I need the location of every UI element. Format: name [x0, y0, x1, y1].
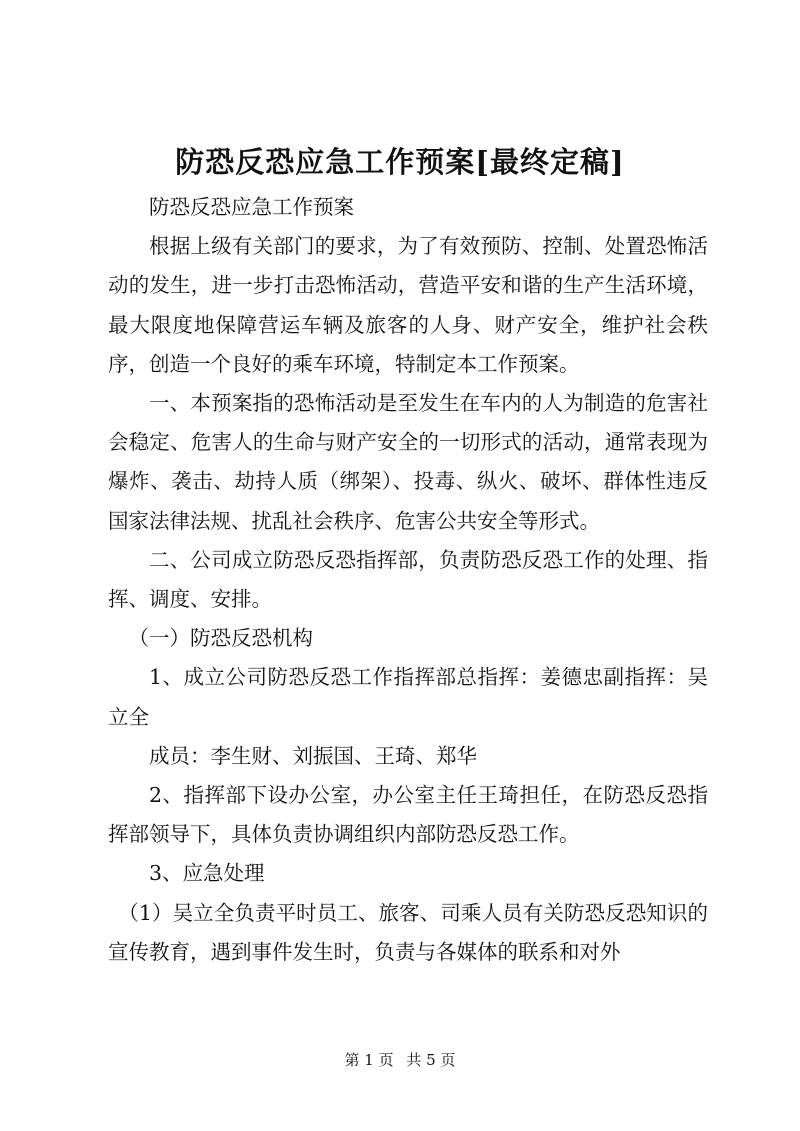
page-total: 共 5 页	[406, 1051, 456, 1069]
paragraph-section-1: 一、本预案指的恐怖活动是至发生在车内的人为制造的危害社会稳定、危害人的生命与财产安全的一切形式的活动，通常表现为爆炸、袭击、劫持人质（绑架）、投毒、纵火、破坏、群体性违反国家法律法规、扰乱社会秩序、危害公共安全等形式。	[108, 391, 708, 533]
paragraph-members: 成员：李生财、刘振国、王琦、郑华	[149, 743, 477, 768]
paragraph-section-2: 二、公司成立防恐反恐指挥部，负责防恐反恐工作的处理、指挥、调度、安排。	[108, 547, 708, 612]
paragraph-intro: 根据上级有关部门的要求，为了有效预防、控制、处置恐怖活动的发生，进一步打击恐怖活动，营造平安和谐的生产生活环境，最大限度地保障营运车辆及旅客的人身、财产安全，维护社会秩序，创造一个良好的乘车环境，特制定本工作预案。	[108, 234, 708, 376]
page-number: 第 1 页	[344, 1051, 394, 1069]
paragraph-item-2: 2、指挥部下设办公室，办公室主任王琦担任，在防恐反恐指挥部领导下，具体负责协调组织内部防恐反恐工作。	[108, 783, 708, 847]
page-footer	[0, 1049, 800, 1070]
paragraph-subtitle: 防恐反恐应急工作预案	[149, 195, 354, 219]
document-body	[108, 188, 708, 972]
paragraph-item-1: 1、成立公司防恐反恐工作指挥部总指挥：姜德忠副指挥：吴立全	[108, 665, 708, 729]
paragraph-item-3-1: （1）吴立全负责平时员工、旅客、司乘人员有关防恐反恐知识的宣传教育，遇到事件发生时，负责与各媒体的联系和对外	[108, 900, 708, 964]
document-title: 防恐反恐应急工作预案[最终定稿]	[175, 145, 625, 179]
paragraph-item-3: 3、应急处理	[149, 861, 265, 886]
paragraph-subheading-organization: （一）防恐反恐机构	[128, 626, 313, 651]
